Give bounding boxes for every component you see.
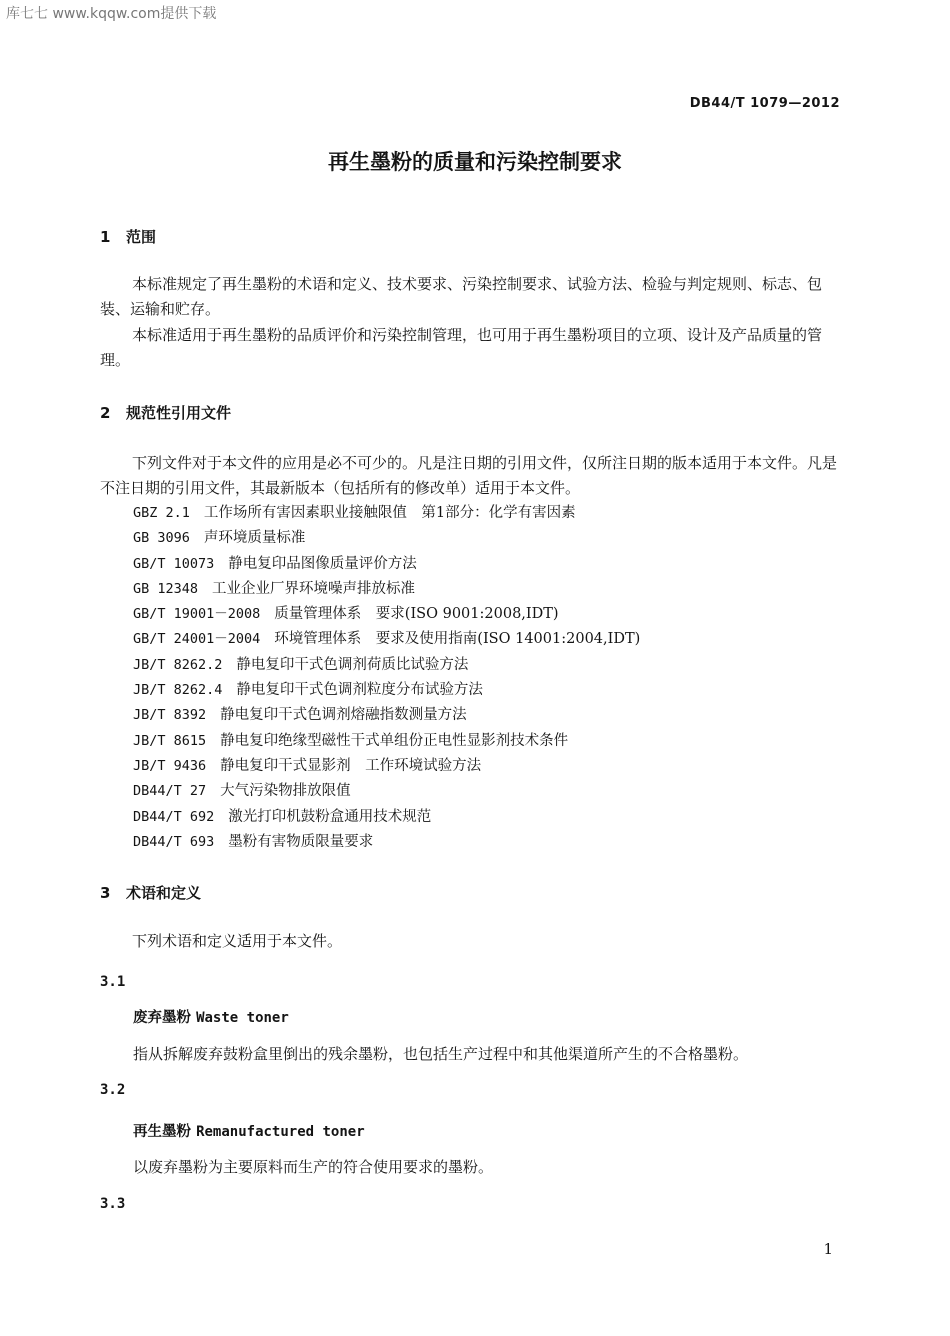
reference-title: 质量管理体系 要求(ISO 9001:2008,IDT) bbox=[274, 606, 559, 623]
reference-item bbox=[133, 602, 640, 627]
reference-title: 静电复印干式色调剂荷质比试验方法 bbox=[236, 656, 469, 673]
reference-title: 声环境质量标准 bbox=[203, 530, 306, 547]
section-title: 范围 bbox=[126, 228, 157, 246]
reference-code: GB/T 10073 bbox=[133, 555, 215, 572]
reference-code: JB/T 8262.2 bbox=[133, 656, 223, 673]
reference-item bbox=[133, 779, 640, 804]
reference-title: 静电复印干式色调剂熔融指数测量方法 bbox=[220, 707, 467, 724]
reference-title: 静电复印干式色调剂粒度分布试验方法 bbox=[236, 682, 483, 699]
reference-title: 静电复印干式显影剂 工作环境试验方法 bbox=[220, 757, 482, 774]
reference-code: JB/T 8262.4 bbox=[133, 682, 223, 699]
reference-code: GB/T 19001－2008 bbox=[133, 606, 261, 623]
page-number: 1 bbox=[823, 1240, 833, 1258]
term-number: 3.3 bbox=[100, 1196, 126, 1212]
term-definition: 以废弃墨粉为主要原料而生产的符合使用要求的墨粉。 bbox=[133, 1158, 494, 1176]
reference-title: 激光打印机鼓粉盒通用技术规范 bbox=[228, 808, 432, 825]
section-number: 1 bbox=[100, 228, 111, 246]
reference-item bbox=[133, 703, 640, 728]
section-number: 3 bbox=[100, 884, 111, 902]
term-number: 3.1 bbox=[100, 974, 126, 990]
watermark-text: 库七七 www.kqqw.com提供下载 bbox=[6, 6, 217, 22]
reference-title: 工作场所有害因素职业接触限值 第1部分：化学有害因素 bbox=[203, 505, 576, 521]
section-title: 术语和定义 bbox=[126, 884, 202, 902]
reference-code: JB/T 8392 bbox=[133, 707, 207, 724]
reference-title: 静电复印绝缘型磁性干式单组份正电性显影剂技术条件 bbox=[220, 732, 569, 749]
reference-code: DB44/T 692 bbox=[133, 808, 215, 825]
reference-code: GBZ 2.1 bbox=[133, 505, 190, 521]
reference-list bbox=[133, 501, 640, 855]
reference-item bbox=[133, 830, 640, 855]
section-3-heading bbox=[100, 882, 201, 903]
reference-item bbox=[133, 627, 640, 652]
references-intro: 下列文件对于本文件的应用是必不可少的。凡是注日期的引用文件，仅所注日期的版本适用于本文件。凡是不注日期的引用文件，其最新版本（包括所有的修改单）适用于本文件。 bbox=[100, 454, 838, 497]
reference-item bbox=[133, 552, 640, 577]
term-name bbox=[133, 1120, 365, 1141]
reference-title: 环境管理体系 要求及使用指南(ISO 14001:2004,IDT) bbox=[274, 631, 641, 648]
reference-title: 静电复印品图像质量评价方法 bbox=[228, 555, 417, 572]
term-name bbox=[133, 1006, 289, 1027]
scope-paragraph-1: 本标准规定了再生墨粉的术语和定义、技术要求、污染控制要求、试验方法、检验与判定规则、标志、包装、运输和贮存。 bbox=[100, 275, 823, 318]
reference-title: 墨粉有害物质限量要求 bbox=[228, 833, 374, 850]
section-title: 规范性引用文件 bbox=[126, 404, 232, 422]
reference-code: DB44/T 27 bbox=[133, 783, 207, 800]
document-code: DB44/T 1079—2012 bbox=[689, 96, 840, 111]
reference-item bbox=[133, 577, 640, 602]
reference-code: DB44/T 693 bbox=[133, 833, 215, 850]
term-name-cn: 再生墨粉 bbox=[133, 1124, 191, 1140]
term-name-en: Remanufactured toner bbox=[196, 1124, 365, 1140]
reference-item bbox=[133, 501, 640, 526]
reference-item bbox=[133, 754, 640, 779]
reference-item bbox=[133, 729, 640, 754]
reference-code: JB/T 8615 bbox=[133, 732, 207, 749]
reference-code: JB/T 9436 bbox=[133, 757, 207, 774]
scope-paragraph-2: 本标准适用于再生墨粉的品质评价和污染控制管理，也可用于再生墨粉项目的立项、设计及产品质量的管理。 bbox=[100, 326, 823, 369]
reference-code: GB 3096 bbox=[133, 530, 190, 547]
reference-code: GB 12348 bbox=[133, 580, 199, 597]
reference-item bbox=[133, 526, 640, 551]
section-1-heading bbox=[100, 226, 156, 247]
section-number: 2 bbox=[100, 404, 111, 422]
reference-item bbox=[133, 805, 640, 830]
reference-title: 工业企业厂界环境噪声排放标准 bbox=[212, 580, 416, 597]
reference-title: 大气污染物排放限值 bbox=[220, 783, 351, 800]
reference-item bbox=[133, 678, 640, 703]
reference-code: GB/T 24001－2004 bbox=[133, 631, 261, 648]
page-title: 再生墨粉的质量和污染控制要求 bbox=[328, 150, 622, 174]
term-name-cn: 废弃墨粉 bbox=[133, 1010, 191, 1026]
term-name-en: Waste toner bbox=[196, 1010, 289, 1026]
reference-item bbox=[133, 653, 640, 678]
term-number: 3.2 bbox=[100, 1082, 126, 1098]
section-2-heading bbox=[100, 402, 231, 423]
terms-intro: 下列术语和定义适用于本文件。 bbox=[132, 932, 343, 950]
term-definition: 指从拆解废弃鼓粉盒里倒出的残余墨粉，也包括生产过程中和其他渠道所产生的不合格墨粉。 bbox=[133, 1045, 749, 1063]
